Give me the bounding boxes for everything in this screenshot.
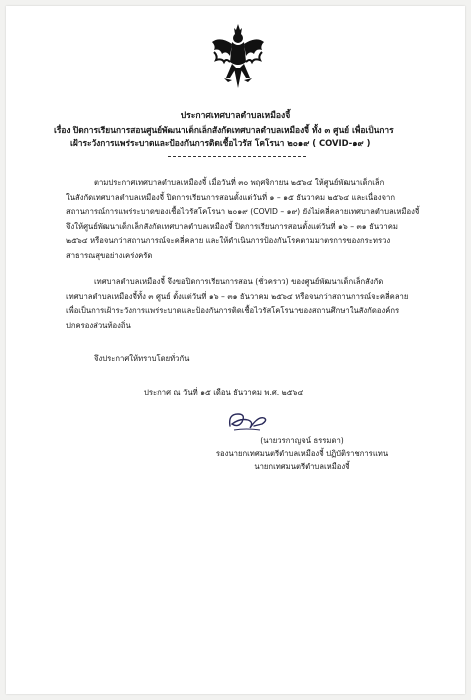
paragraph-line: เพื่อเป็นการเฝ้าระวังการแพร่ระบาดและป้องกันการติดเชื้อไวรัสโคโรนาของสถานศึกษาในสังกัดองค์กร [66, 306, 400, 316]
paragraph-line: ๒๕๖๔ หรือจนกว่าสถานการณ์จะคลี่คลาย และให้ดำเนินการป้องกันโรคตามมาตรการของกระทรวง [66, 236, 391, 246]
signer-position: นายกเทศมนตรีตำบลเหมืองจี้ [254, 462, 350, 471]
announcement-title: ประกาศเทศบาลตำบลเหมืองจี้ [180, 111, 291, 121]
closing-text: จึงประกาศให้ทราบโดยทั่วกัน [94, 354, 190, 363]
date-line: ประกาศ ณ วันที่ ๑๕ เดือน ธันวาคม พ.ศ. ๒๕๖๔ [144, 388, 304, 397]
signature-block [202, 434, 402, 473]
paragraph-line: เทศบาลตำบลเหมืองจี้ จึงขอปิดการเรียนการสอน (ชั่วคราว) ของศูนย์พัฒนาเด็กเล็กสังกัด [94, 277, 384, 286]
paragraph-line: ตามประกาศเทศบาลตำบลเหมืองจี้ เมื่อวันที่ ๓๐ พฤศจิกายน ๒๕๖๔ ให้ศูนย์พัฒนาเด็กเล็ก [94, 178, 385, 187]
closing-line [94, 352, 464, 367]
document-page [6, 6, 465, 694]
subject-block [54, 124, 434, 150]
subject-line-1: ปิดการเรียนการสอนศูนย์พัฒนาเด็กเล็กสังกัดเทศบาลตำบลเหมืองจี้ ทั้ง ๓ ศูนย์ เพื่อเป็นการ [72, 125, 394, 135]
subject-label: เรื่อง [54, 125, 71, 135]
paragraph-line: เทศบาลตำบลเหมืองจี้ทั้ง ๓ ศูนย์ ตั้งแต่วันที่ ๑๖ – ๓๑ ธันวาคม ๒๕๖๔ หรือจนกว่าสถานการณ์จะคลี่คลาย [66, 291, 409, 301]
divider [168, 156, 306, 157]
paragraph-1 [66, 176, 436, 264]
paragraph-2 [66, 275, 436, 333]
subject-line-2: เฝ้าระวังการแพร่ระบาดและป้องกันการติดเชื้อไวรัส โคโรนา ๒๐๑๙ ( COVID-๑๙ ) [70, 138, 371, 148]
signature-image [224, 408, 270, 436]
paragraph-line: สถานการณ์การแพร่ระบาดของเชื้อไวรัสโคโรนา ๒๐๑๙ (COVID – ๑๙) ยังไม่คลี่คลายเทศบาลตำบลเหมืองจี้ [66, 207, 420, 217]
signer-position: รองนายกเทศมนตรีตำบลเหมืองจี้ ปฏิบัติราชการแทน [215, 449, 389, 458]
paragraph-line: จึงให้ศูนย์พัฒนาเด็กเล็กสังกัดเทศบาลตำบลเหมืองจี้ ปิดการเรียนการสอนตั้งแต่วันที่ ๑๖ – ๓๑ ธันวาคม [66, 221, 398, 231]
paragraph-line: ปกครองส่วนท้องถิ่น [66, 320, 131, 330]
signer-name: (นายวรกาญจน์ ธรรมดา) [260, 436, 344, 445]
paragraph-line: ในสังกัดเทศบาลตำบลเหมืองจี้ ปิดการเรียนการสอนตั้งแต่วันที่ ๑ – ๑๕ ธันวาคม ๒๕๖๔ และเนื่องจาก [66, 192, 396, 202]
garuda-emblem-icon [210, 22, 266, 92]
paragraph-line: สาธารณสุขอย่างเคร่งครัด [66, 250, 153, 260]
